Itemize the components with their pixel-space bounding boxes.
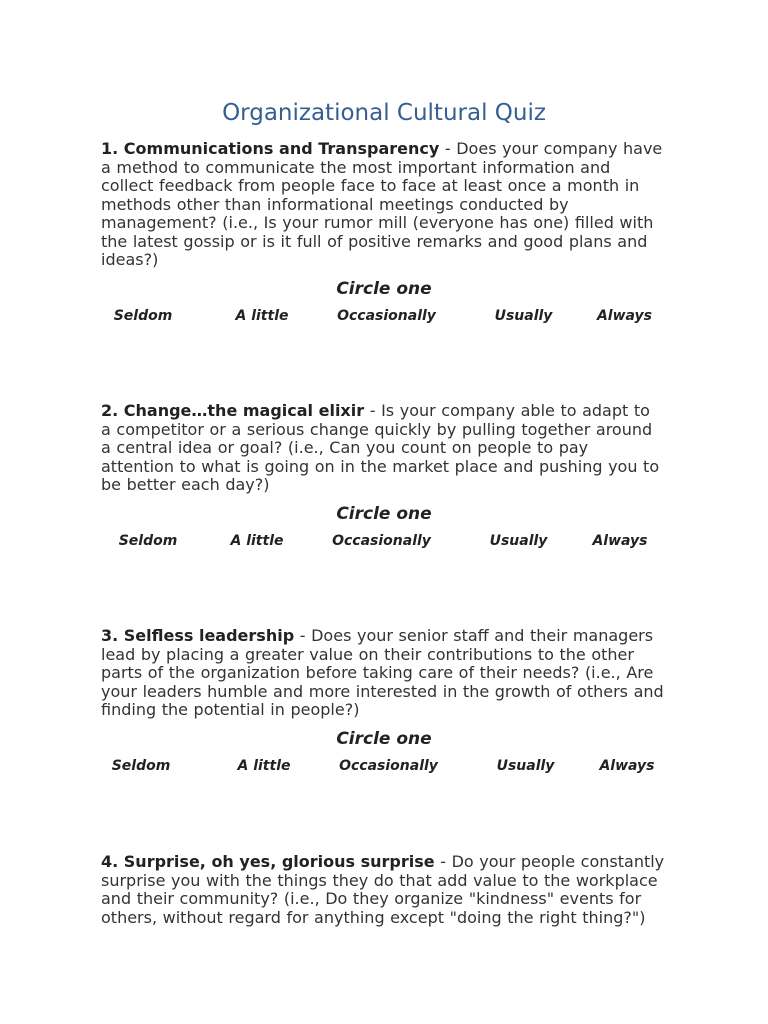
question-line: parts of the organization before taking care of their needs? (i.e., Are — [101, 663, 654, 682]
option-seldom: Seldom — [113, 308, 173, 324]
question-line: ideas?) — [101, 250, 159, 269]
answer-options — [0, 532, 768, 550]
question-4 — [0, 853, 768, 927]
circle-instruction: Circle one — [336, 729, 432, 749]
option-usually: Usually — [496, 758, 555, 774]
question-text: - Does your company have — [444, 139, 663, 158]
question-2 — [0, 402, 768, 550]
question-first-line — [0, 853, 768, 872]
option-a-little: A little — [237, 758, 291, 774]
question-line: and their community? (i.e., Do they organize "kindness" events for — [101, 889, 642, 908]
question-first-line — [0, 402, 768, 421]
option-occasionally: Occasionally — [339, 758, 438, 774]
answer-options — [0, 757, 768, 775]
option-always: Always — [596, 308, 653, 324]
question-first-line — [0, 140, 768, 159]
option-seldom: Seldom — [111, 758, 171, 774]
option-usually: Usually — [494, 308, 553, 324]
question-heading: 4. Surprise, oh yes, glorious surprise — [101, 852, 435, 871]
question-text: - Does your senior staff and their managers — [299, 626, 654, 645]
question-1 — [0, 140, 768, 325]
question-line: others, without regard for anything except "doing the right thing?") — [101, 907, 646, 927]
circle-instruction: Circle one — [336, 279, 432, 299]
option-always: Always — [592, 533, 648, 549]
option-a-little: A little — [230, 533, 284, 549]
question-line: attention to what is going on in the market place and pushing you to — [101, 456, 660, 476]
option-occasionally: Occasionally — [332, 533, 431, 549]
question-line: lead by placing a greater value on their contributions to the other — [101, 644, 634, 664]
question-line: surprise you with the things they do that add value to the workplace — [101, 870, 658, 890]
question-line: collect feedback from people face to face at least once a month in — [101, 176, 640, 195]
question-heading: 1. Communications and Transparency — [101, 139, 440, 158]
question-line: your leaders humble and more interested in the growth of others and — [101, 681, 664, 701]
question-heading: 2. Change…the magical elixir — [101, 401, 365, 420]
circle-instruction: Circle one — [336, 504, 432, 524]
option-seldom: Seldom — [118, 533, 178, 549]
question-line: a competitor or a serious change quickly by pulling together around — [101, 419, 653, 439]
page-title: Organizational Cultural Quiz — [222, 100, 546, 126]
question-line: finding the potential in people?) — [101, 700, 360, 719]
question-first-line — [0, 627, 768, 646]
question-line: methods other than informational meetings conducted by — [101, 194, 569, 214]
option-a-little: A little — [235, 308, 289, 324]
question-3 — [0, 627, 768, 775]
question-line: management? (i.e., Is your rumor mill (everyone has one) filled with — [101, 213, 654, 232]
question-line: be better each day?) — [101, 475, 270, 494]
option-always: Always — [599, 758, 655, 774]
option-usually: Usually — [489, 533, 548, 549]
question-heading: 3. Selfless leadership — [101, 626, 295, 645]
question-line: the latest gossip or is it full of positive remarks and good plans and — [101, 231, 648, 251]
question-line: a central idea or goal? (i.e., Can you count on people to pay — [101, 438, 589, 457]
option-occasionally: Occasionally — [337, 308, 436, 324]
answer-options — [0, 307, 768, 325]
question-text: - Do your people constantly — [440, 852, 665, 871]
question-line: a method to communicate the most important information and — [101, 157, 611, 177]
question-text: - Is your company able to adapt to — [369, 401, 650, 420]
